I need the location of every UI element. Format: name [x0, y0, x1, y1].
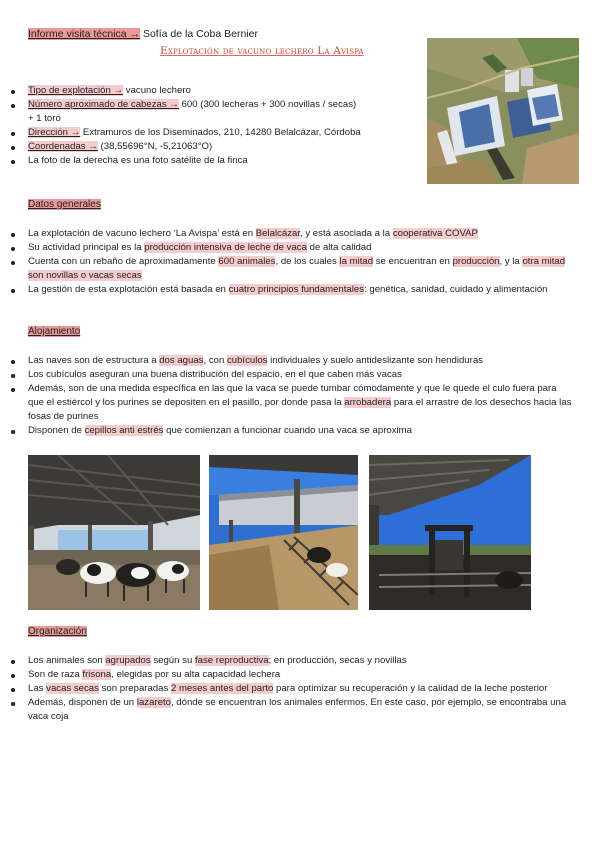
highlight: vacas secas [46, 683, 99, 694]
list-item [0, 354, 572, 368]
author-name: Sofía de la Coba Bernier [142, 28, 258, 40]
barn-photo-brush [369, 455, 531, 610]
barn-image-1 [28, 455, 200, 610]
list-item [0, 140, 410, 154]
item-label: Dirección → [28, 127, 81, 138]
satellite-image [427, 38, 579, 184]
text-run: Además, disponen de un [28, 697, 137, 708]
highlight: 600 animales [218, 256, 276, 267]
highlight: dos aguas [159, 355, 204, 366]
text-run: para el arrastre de los desechos hacia las fosas de purines [28, 397, 572, 422]
barn-image-2 [209, 455, 358, 610]
barn-image-3 [369, 455, 531, 610]
text-run: La explotación de vacuno lechero ‘La Avispa’ está en [28, 228, 256, 239]
text-run: , de los cuales [275, 256, 340, 267]
list-item [0, 241, 572, 255]
highlight: cooperativa COVAP [392, 228, 478, 239]
item-value: Extramuros de los Diseminados, 210, 14280 Belalcázar, Córdoba [82, 127, 361, 138]
section-heading-organization: Organización [28, 626, 87, 637]
list-item [0, 654, 572, 668]
text-run: Las naves son de estructura a [28, 355, 160, 366]
item-label: Tipo de explotación → [28, 85, 124, 96]
intro-list [0, 84, 410, 168]
highlight: producción [452, 256, 500, 267]
item-value: 600 (300 lecheras + 300 novillas / secas) [181, 99, 357, 110]
highlight: fase reproductiva [194, 655, 269, 666]
highlight: cubículos [226, 355, 268, 366]
text-run: : genética, sanidad, cuidado y alimentación [364, 284, 548, 295]
organization-list [0, 654, 572, 724]
document-subtitle: Explotación de vacuno lechero La Avispa [160, 45, 364, 57]
list-item [0, 126, 410, 140]
header-line [28, 28, 258, 40]
text-run: Cuenta con un rebaño de aproximadamente [28, 256, 219, 267]
list-item [0, 668, 572, 682]
list-item [0, 255, 572, 283]
list-item [0, 98, 410, 126]
text-run: Las [28, 683, 47, 694]
item-text: La foto de la derecha es una foto satélite de la finca [28, 155, 248, 166]
highlight: cepillos anti estrés [84, 425, 164, 436]
text-run: que comienzan a funcionar cuando una vaca se aproxima [163, 425, 412, 436]
highlight: Belalcázar [255, 228, 301, 239]
text-run: se encuentran en [373, 256, 453, 267]
section-heading-housing: Alojamiento [28, 326, 81, 337]
report-label: Informe visita técnica → [28, 28, 141, 40]
text-run: Disponen de [28, 425, 85, 436]
highlight: 2 meses antes del parto [170, 683, 274, 694]
item-label: Coordenadas → [28, 141, 98, 152]
housing-list [0, 354, 572, 438]
satellite-photo [427, 38, 579, 184]
text-run: Los cubículos aseguran una buena distribución del espacio, en el que caben más vacas [28, 369, 402, 380]
list-item [0, 682, 572, 696]
list-item [0, 382, 572, 424]
list-item [0, 424, 572, 438]
text-run: , y está asociada a la [300, 228, 393, 239]
list-item [0, 84, 410, 98]
barn-photo-feeding-alley [209, 455, 358, 610]
list-item [0, 696, 572, 724]
highlight: agrupados [105, 655, 151, 666]
highlight: frisona [82, 669, 112, 680]
text-run: , con [203, 355, 227, 366]
text-run: Son de raza [28, 669, 83, 680]
highlight: lazareto [136, 697, 171, 708]
text-run: individuales y suelo antideslizante son hendiduras [267, 355, 483, 366]
list-item [0, 154, 410, 168]
list-item [0, 368, 572, 382]
text-run: ; en producción, secas y novillas [268, 655, 407, 666]
list-item [0, 283, 572, 297]
text-run: de alta calidad [306, 242, 372, 253]
item-value: vacuno lechero [125, 85, 191, 96]
text-run: La gestión de esta explotación está basada en [28, 284, 229, 295]
text-run: son preparadas [98, 683, 171, 694]
text-run: , elegidas por su alta capacidad lechera [111, 669, 281, 680]
highlight: arrobadera [344, 397, 392, 408]
text-run: , dónde se encuentran los animales enfermos. En este caso, por ejemplo, se encontraba una vaca coja [28, 697, 567, 722]
text-run: para optimizar su recuperación y la calidad de la leche posterior [273, 683, 548, 694]
item-label: Número aproximado de cabezas → [28, 99, 179, 110]
text-run: , y la [499, 256, 523, 267]
highlight: otra mitad son novillas o vacas secas [28, 256, 566, 281]
item-value: (38,55696°N, -5,21063°O) [100, 141, 213, 152]
general-list [0, 227, 572, 297]
list-item [0, 227, 572, 241]
highlight: producción intensiva de leche de vaca [144, 242, 307, 253]
highlight: la mitad [339, 256, 374, 267]
text-run: según su [150, 655, 195, 666]
text-run: Los animales son [28, 655, 106, 666]
item-value-continued: + 1 toro [28, 113, 61, 124]
section-heading-general: Datos generales [28, 199, 101, 210]
text-run: Su actividad principal es la [28, 242, 145, 253]
text-run: Además, son de una medida específica en las que la vaca se puede tumbar cómodamente y que le quede el culo fuera para que el estiércol y los purines se depositen en el pasillo, por donde pasa la [28, 383, 557, 408]
barn-photo-cows [28, 455, 200, 610]
highlight: cuatro principios fundamentales [228, 284, 365, 295]
